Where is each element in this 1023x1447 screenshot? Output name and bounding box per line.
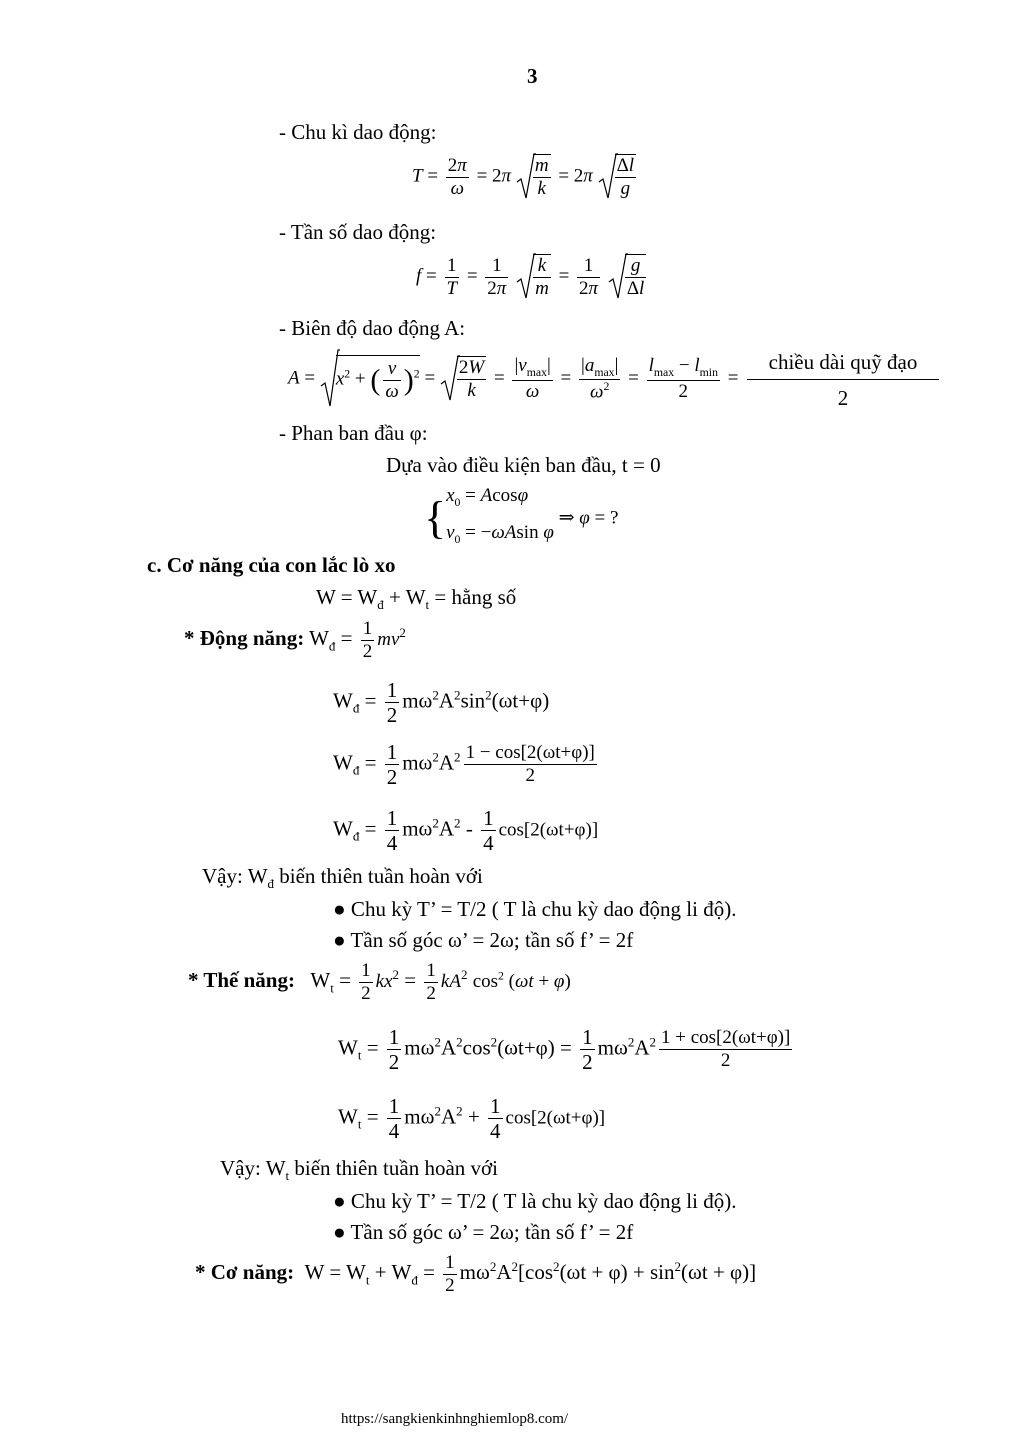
page-number: 3 <box>527 64 538 88</box>
initial-condition-text: Dựa vào điều kiện ban đầu, t = 0 <box>386 453 661 477</box>
kinetic-formula-1: $W_đ$ = $\frac{1}{2}$ $m\omega^2A^2\sin^2(\omega t+\varphi)$ <box>333 678 550 728</box>
fraction-numerator: chiều dài quỹ đạo <box>747 350 939 380</box>
kinetic-energy-line: * Động năng: $W_đ$ = $\frac{1}{2}$ $mv^2$ <box>184 618 406 662</box>
footer-url[interactable]: https://sangkienkinhnghiemlop8.com/ <box>341 1411 569 1427</box>
kinetic-formula-3: $W_đ$ = $\frac{1}{4}$ $m\omega^2A^2$ - $\frac{1}{4}$ cos[2(ωt+φ)] <box>333 806 599 856</box>
potential-formula-1: $W_t$ = $\frac{1}{2}$ $m\omega^2A^2\cos^2(\omega t+\varphi)$ = $\frac{1}{2}$ $m\omega^2A^2$ $\frac{1 + \cos[2(\omega t+\varphi)]}{2}$ <box>338 1025 791 1075</box>
co-nang-label: * Cơ năng: <box>195 1260 295 1285</box>
energy-sum-line: $W = W_đ + W_t$ = hằng số <box>316 585 517 613</box>
section-c-title: c. Cơ năng của con lắc lò xo <box>147 553 396 577</box>
formula-period: T = $\frac{2\pi}{\omega}$ = 2π $\frac{m}{k}$ = 2π $\frac{\Delta l}{g}$ <box>412 154 635 199</box>
kinetic-formula-2: $W_đ$ = $\frac{1}{2}$ $m\omega^2A^2$ $\frac{1 - \cos[2(\omega t+\varphi)]}{2}$ <box>333 740 595 790</box>
potential-formula-2: $W_t$ = $\frac{1}{4}$ $m\omega^2A^2$ + $\frac{1}{4}$ cos[2(ωt+φ)] <box>338 1094 606 1144</box>
heading-bien-do: - Biên độ dao động A: <box>279 316 466 340</box>
the-nang-label: * Thế năng: <box>188 968 295 993</box>
heading-tan-so: - Tần số dao động: <box>279 220 437 244</box>
fraction-denominator: 2 <box>837 386 849 410</box>
bullet-chu-ky-2: ● Chu kỳ T’ = T/2 ( T là chu kỳ dao động li độ). <box>333 1189 737 1213</box>
mechanical-energy-line: * Cơ năng: $W = W_t + W_đ$ = $\frac{1}{2}$ $m\omega^2A^2[\cos^2(\omega t + \varphi) + \sin^2(\omega t + \varphi)]$ <box>195 1252 757 1296</box>
amplitude-length-fraction <box>747 350 939 411</box>
formula-initial-system: {$x_0 = Acos\varphi$ $v_0 = -\omega Asin$ φ ⇒ φ = ? <box>424 485 619 546</box>
bullet-chu-ky-1: ● Chu kỳ T’ = T/2 ( T là chu kỳ dao động li độ). <box>333 897 737 921</box>
formula-frequency: f = $\frac{1}{T}$ = $\frac{1}{2\pi}$ $\frac{k}{m}$ = $\frac{1}{2\pi}$ $\frac{g}{\Delta l}$ <box>416 254 645 299</box>
potential-energy-line: * Thế năng: $W_t$ = $\frac{1}{2}$ $kx^2$ = $\frac{1}{2}$ $kA^2$ $\cos^2 (\omega t + \varphi)$ <box>188 960 571 1004</box>
dong-nang-label: * Động năng: <box>184 626 305 651</box>
bullet-tan-so-goc-2: ● Tần số góc ω’ = 2ω; tần số f’ = 2f <box>333 1220 634 1244</box>
vay-wd: Vậy: $W_đ$ biến thiên tuần hoàn với <box>202 864 483 892</box>
formula-amplitude: $A = x^2$ + ( $\frac{v}{\omega}$ )$^2$ = $\frac{2W}{k}$ = $\frac{|v_{max}|}{\omega}$ = $\frac{|a_{max}|}{\omega^2}$ = $\frac{l_{max} - l_{min}}{2}$ = <box>288 348 738 410</box>
heading-phan-ban-dau: - Phan ban đầu φ: <box>279 421 428 445</box>
vay-wt: Vậy: $W_t$ biến thiên tuần hoàn với <box>220 1156 498 1184</box>
bullet-tan-so-goc-1: ● Tần số góc ω’ = 2ω; tần số f’ = 2f <box>333 928 634 952</box>
heading-chu-ki: - Chu kì dao động: <box>279 120 437 144</box>
